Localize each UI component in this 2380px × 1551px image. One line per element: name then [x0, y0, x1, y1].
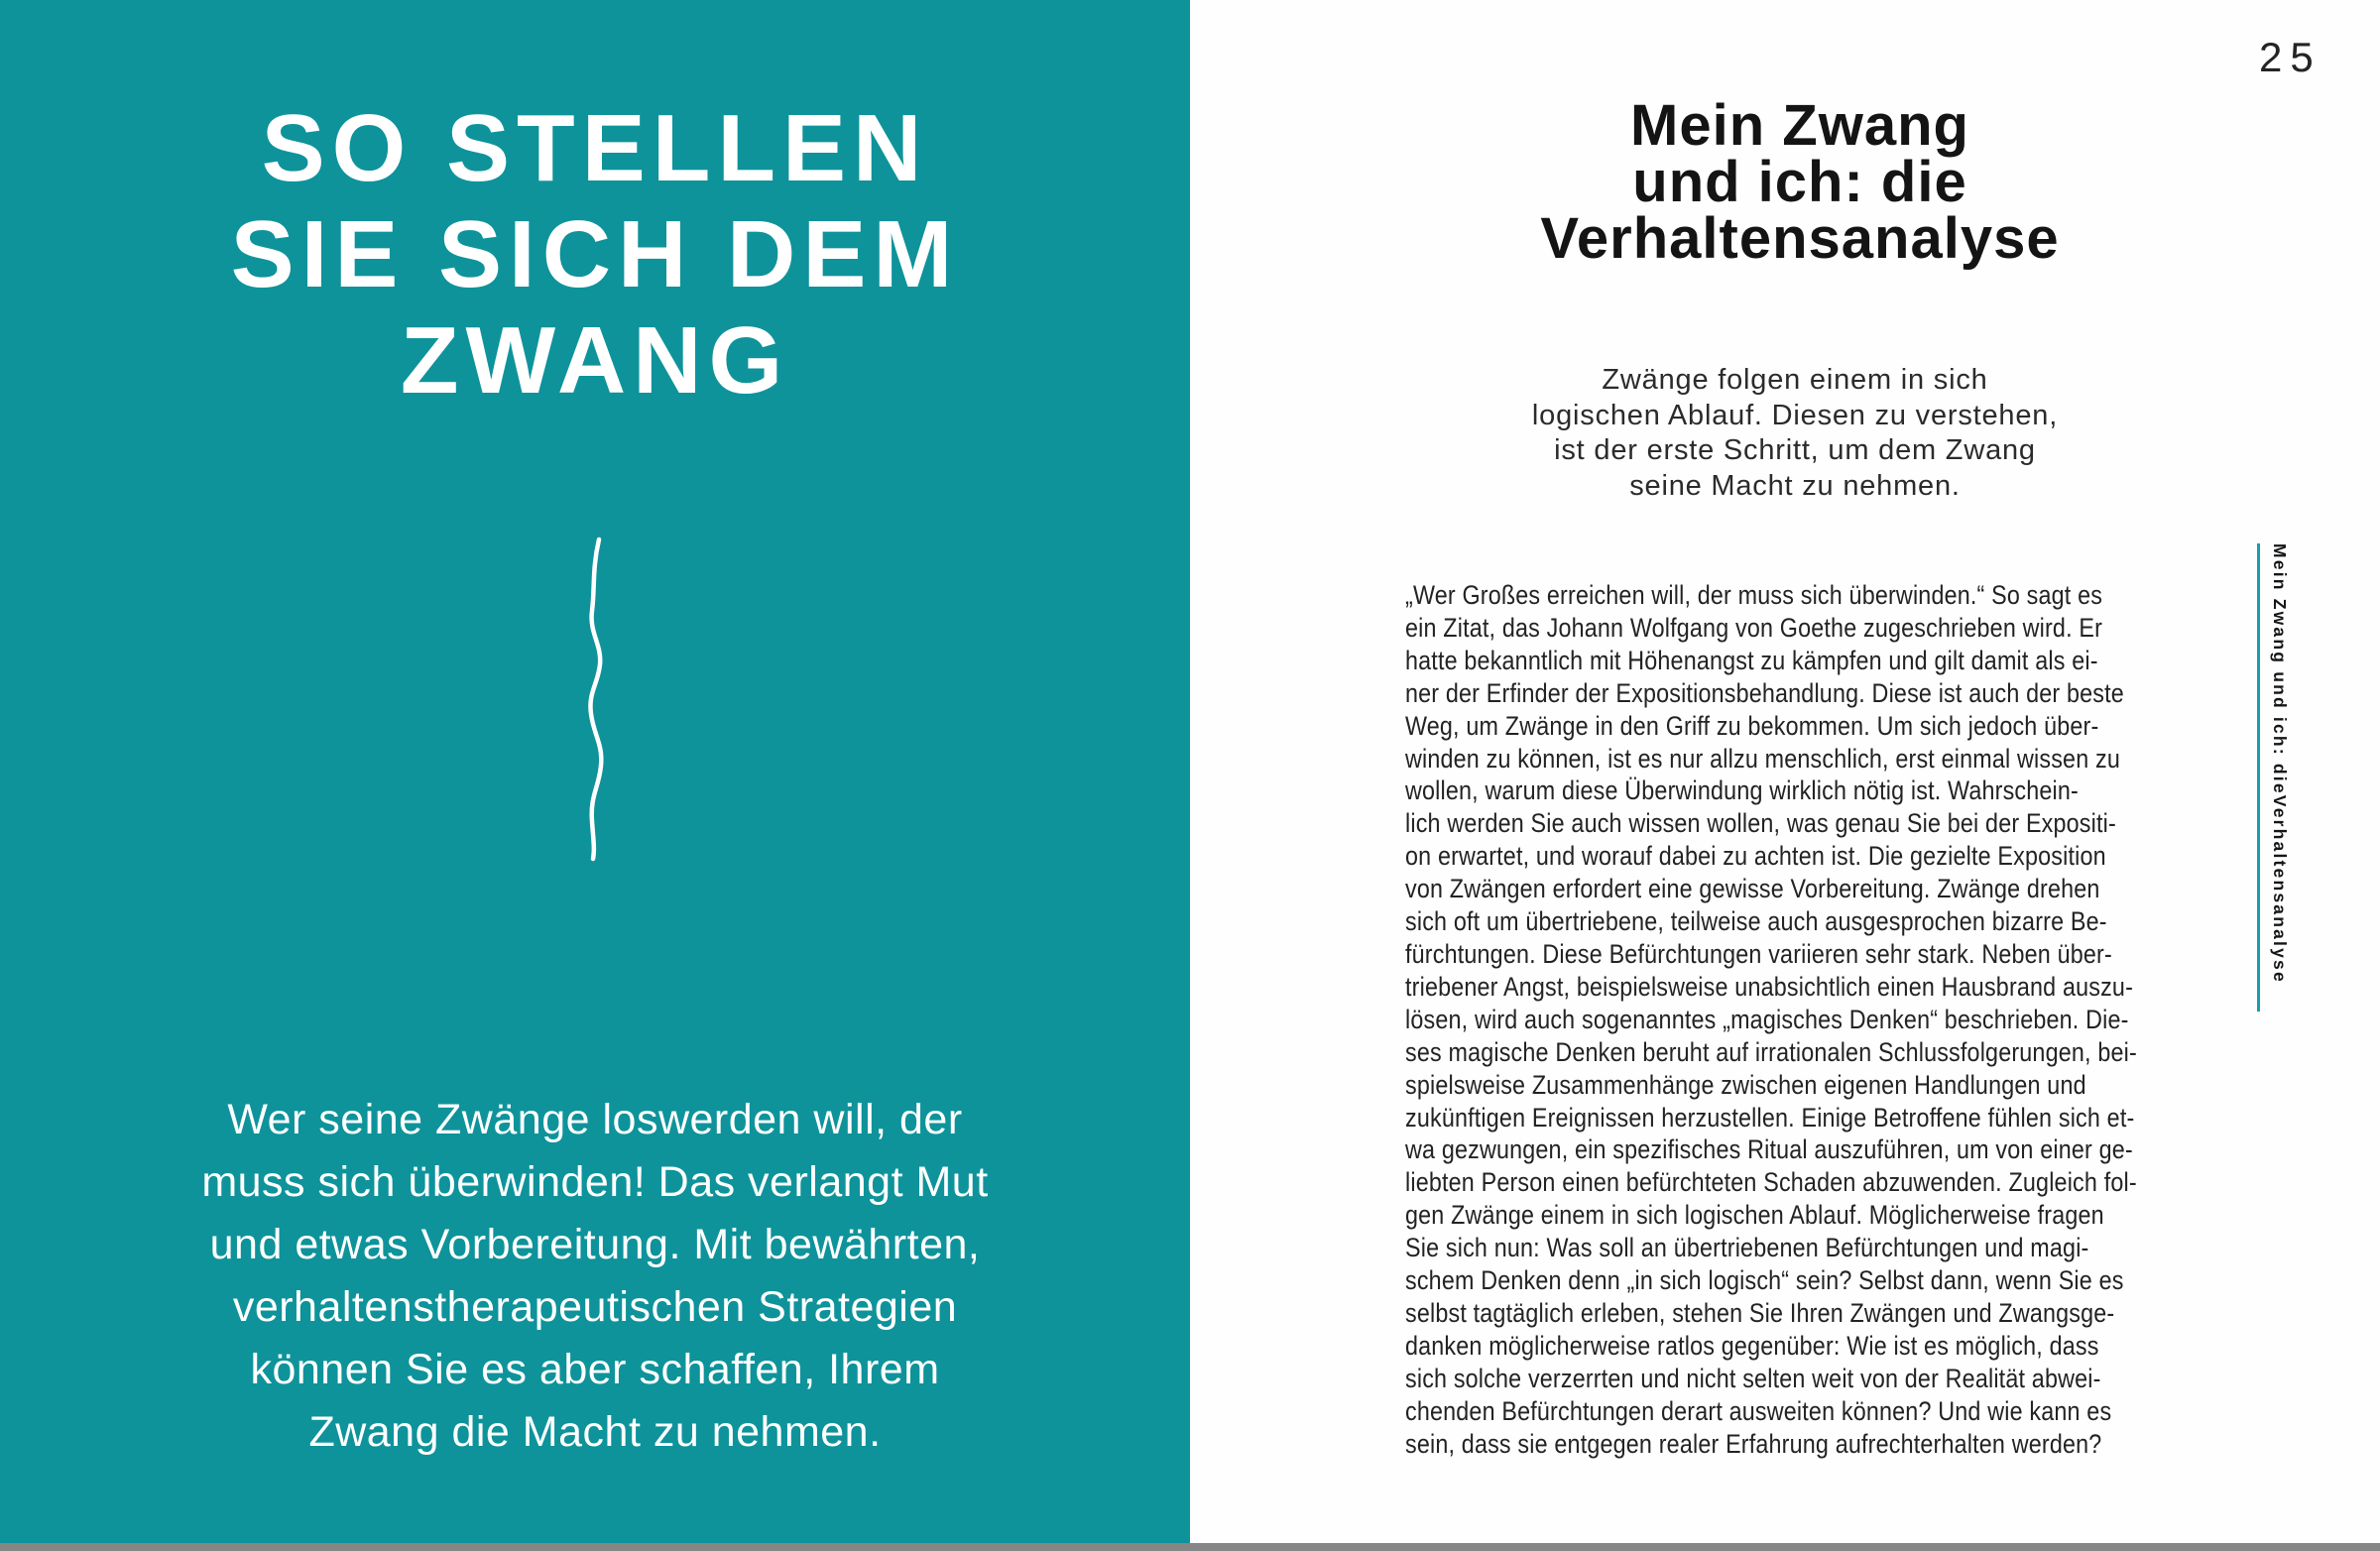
wavy-line-divider-icon [578, 536, 614, 863]
body-text: „Wer Großes erreichen will, der muss sich überwinden.“ So sagt es ein Zitat, das Johann Wolfgang von Goethe zugeschrieben wird. Er hatte bekanntlich mit Höhenangst zu kämpfen und gilt damit als ei- ner der Erfinder der Expositionsbehandlung. Diese ist auch der beste Weg, um Zwänge in den Griff zu bekommen. Um sich jedoch über- winden zu können, ist es nur allzu menschlich, erst einmal wissen zu wollen, warum diese Überwindung wirklich nötig ist. Wahrschein- lich werden Sie auch wissen wollen, was genau Sie bei der Expositi- on erwartet, und worauf dabei zu achten ist. Die gezielte Exposition von Zwängen erfordert eine gewisse Vorbereitung. Zwänge drehen sich oft um übertriebene, teilweise auch ausgesprochen bizarre Be- fürchtungen. Diese Befürchtungen variieren sehr stark. Neben über- triebener Angst, beispielsweise unabsichtlich einen Hausbrand auszu- lösen, wird auch sogenanntes „magisches Denken“ beschrieben. Die- ses magische Denken beruht auf irrationalen Schlussfolgerungen, bei- spielsweise Zusammenhänge zwischen eigenen Handlungen und zukünftigen Ereignissen herzustellen. Einige Betroffene fühlen sich et- wa gezwungen, ein spezifisches Ritual auszuführen, um von einer ge- liebten Person einen befürchteten Schaden abzuwenden. Zugleich fol- gen Zwänge einem in sich logischen Ablauf. Möglicherweise fragen Sie sich nun: Was soll an übertriebenen Befürchtungen und magi- schem Denken denn „in sich logisch“ sein? Selbst dann, wenn Sie es selbst tagtäglich erleben, stehen Sie Ihren Zwängen und Zwangsge- danken möglicherweise ratlos gegenüber: Wie ist es möglich, dass sich solche verzerrten und nicht selten weit von der Realität abwei- chenden Befürchtungen derart ausweiten können? Und wie kann es sein, dass sie entgegen realer Erfahrung aufrechterhalten werden? [1405, 580, 2137, 1459]
margin-tab-label: Mein Zwang und ich: dieVerhaltensanalyse [2257, 543, 2290, 1012]
page-number: 25 [2259, 34, 2321, 80]
chapter-intro-quote: Wer seine Zwänge loswerden will, der muss sich überwinden! Das verlangt Mut und etwas Vorbereitung. Mit bewährten, verhaltenstherapeutischen Strategien können Sie es aber schaffen, Ihrem Zwang die Macht zu nehmen. [201, 1096, 989, 1456]
chapter-title: SO STELLEN SIE SICH DEM ZWANG [230, 95, 960, 414]
right-page [1190, 0, 2380, 1551]
section-intro: Zwänge folgen einem in sich logischen Ablauf. Diesen zu verstehen, ist der erste Schritt, um dem Zwang seine Macht zu nehmen. [1531, 364, 2059, 502]
photo-edge-strip [0, 1543, 2380, 1551]
section-title: Mein Zwang und ich: die Verhaltensanalyse [1540, 93, 2060, 271]
